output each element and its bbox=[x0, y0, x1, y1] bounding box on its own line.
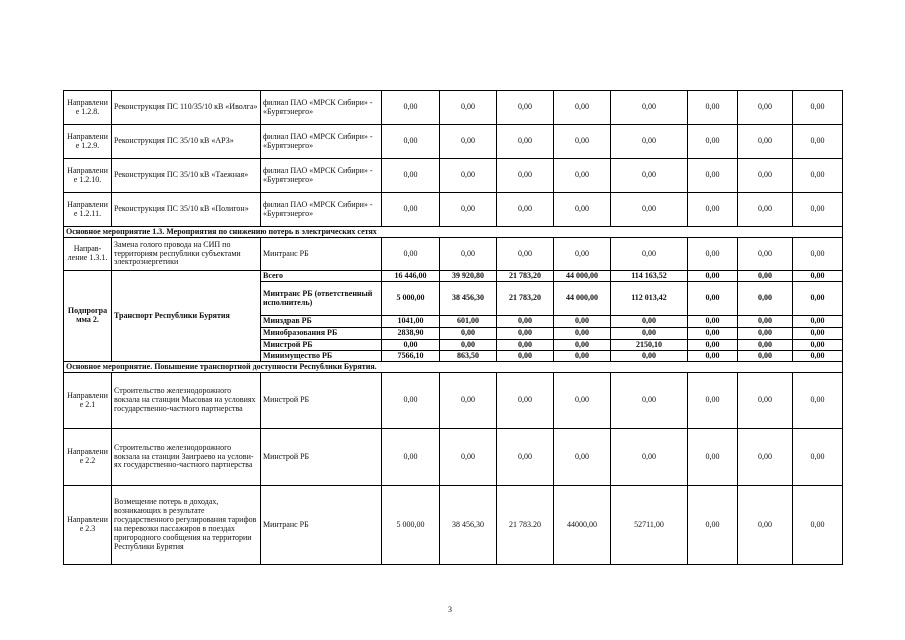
value-cell: 0,00 bbox=[440, 193, 497, 227]
value-cell: 0,00 bbox=[738, 328, 793, 340]
value-cell: 0,00 bbox=[382, 340, 440, 351]
value-cell: 0,00 bbox=[611, 91, 688, 125]
value-cell: 1041,00 bbox=[382, 316, 440, 328]
value-cell: 0,00 bbox=[497, 193, 554, 227]
value-cell: 0,00 bbox=[738, 91, 793, 125]
value-cell: 0,00 bbox=[688, 328, 738, 340]
value-cell: 0,00 bbox=[793, 125, 843, 159]
direction-code: Направлени е 1.2.9. bbox=[64, 125, 112, 159]
value-cell: 0,00 bbox=[440, 429, 497, 486]
value-cell: 0,00 bbox=[497, 316, 554, 328]
executor: Минимущество РБ bbox=[261, 351, 382, 362]
value-cell: 0,00 bbox=[440, 340, 497, 351]
table-row bbox=[64, 373, 843, 429]
value-cell: 0,00 bbox=[440, 159, 497, 193]
value-cell: 2150,10 bbox=[611, 340, 688, 351]
value-cell: 0,00 bbox=[738, 238, 793, 271]
executor: Минтранс РБ bbox=[261, 486, 382, 565]
value-cell: 601,00 bbox=[440, 316, 497, 328]
value-cell: 0,00 bbox=[382, 238, 440, 271]
value-cell: 0,00 bbox=[497, 429, 554, 486]
section-title: Основное мероприятие 1.3. Мероприятия по снижению потерь в электрических сетях bbox=[64, 227, 843, 238]
value-cell: 0,00 bbox=[793, 271, 843, 282]
executor: филиал ПАО «МРСК Сибири» - «Бурятэнерго» bbox=[261, 159, 382, 193]
value-cell: 0,00 bbox=[382, 373, 440, 429]
direction-code: Направлени е 1.2.8. bbox=[64, 91, 112, 125]
value-cell: 0,00 bbox=[793, 238, 843, 271]
value-cell: 0,00 bbox=[497, 125, 554, 159]
value-cell: 0,00 bbox=[554, 91, 611, 125]
value-cell: 0,00 bbox=[497, 340, 554, 351]
section-row bbox=[64, 362, 843, 373]
value-cell: 0,00 bbox=[611, 125, 688, 159]
direction-code: Направлени е 2.2 bbox=[64, 429, 112, 486]
value-cell: 0,00 bbox=[382, 429, 440, 486]
value-cell: 0,00 bbox=[793, 340, 843, 351]
value-cell: 39 920,80 bbox=[440, 271, 497, 282]
value-cell: 0,00 bbox=[554, 328, 611, 340]
value-cell: 0,00 bbox=[738, 159, 793, 193]
value-cell: 0,00 bbox=[688, 91, 738, 125]
value-cell: 0,00 bbox=[611, 159, 688, 193]
value-cell: 52711,00 bbox=[611, 486, 688, 565]
direction-code: Направлени е 2.1 bbox=[64, 373, 112, 429]
executor: филиал ПАО «МРСК Сибири» - «Бурятэнерго» bbox=[261, 91, 382, 125]
value-cell: 0,00 bbox=[688, 351, 738, 362]
value-cell: 0,00 bbox=[688, 193, 738, 227]
value-cell: 0,00 bbox=[497, 238, 554, 271]
value-cell: 0,00 bbox=[497, 159, 554, 193]
value-cell: 863,50 bbox=[440, 351, 497, 362]
table-row bbox=[64, 193, 843, 227]
value-cell: 0,00 bbox=[554, 238, 611, 271]
value-cell: 0,00 bbox=[688, 125, 738, 159]
value-cell: 0,00 bbox=[440, 238, 497, 271]
executor: филиал ПАО «МРСК Сибири» - «Бурятэнерго» bbox=[261, 193, 382, 227]
value-cell: 0,00 bbox=[738, 282, 793, 316]
value-cell: 0,00 bbox=[497, 91, 554, 125]
value-cell: 44 000,00 bbox=[554, 282, 611, 316]
value-cell: 0,00 bbox=[554, 373, 611, 429]
table-row bbox=[64, 238, 843, 271]
value-cell: 0,00 bbox=[440, 91, 497, 125]
value-cell: 0,00 bbox=[554, 351, 611, 362]
activity-name: Реконструкция ПС 35/10 кВ «Таежная» bbox=[112, 159, 261, 193]
value-cell: 0,00 bbox=[497, 351, 554, 362]
value-cell: 0,00 bbox=[382, 193, 440, 227]
value-cell: 0,00 bbox=[611, 193, 688, 227]
value-cell: 0,00 bbox=[688, 238, 738, 271]
value-cell: 0,00 bbox=[554, 429, 611, 486]
value-cell: 0,00 bbox=[554, 316, 611, 328]
value-cell: 0,00 bbox=[611, 328, 688, 340]
value-cell: 0,00 bbox=[688, 340, 738, 351]
table-row bbox=[64, 91, 843, 125]
value-cell: 0,00 bbox=[738, 373, 793, 429]
executor: Минтранс РБ (ответственный исполнитель) bbox=[261, 282, 382, 316]
value-cell: 0,00 bbox=[611, 429, 688, 486]
value-cell: 16 446,00 bbox=[382, 271, 440, 282]
value-cell: 7566,10 bbox=[382, 351, 440, 362]
value-cell: 2838,90 bbox=[382, 328, 440, 340]
value-cell: 0,00 bbox=[793, 193, 843, 227]
value-cell: 0,00 bbox=[554, 340, 611, 351]
value-cell: 0,00 bbox=[611, 351, 688, 362]
executor: Минтранс РБ bbox=[261, 238, 382, 271]
value-cell: 0,00 bbox=[738, 429, 793, 486]
value-cell: 0,00 bbox=[738, 351, 793, 362]
executor: Минздрав РБ bbox=[261, 316, 382, 328]
value-cell: 0,00 bbox=[611, 373, 688, 429]
value-cell: 0,00 bbox=[738, 271, 793, 282]
value-cell: 21 783,20 bbox=[497, 282, 554, 316]
value-cell: 0,00 bbox=[793, 159, 843, 193]
value-cell: 44000,00 bbox=[554, 486, 611, 565]
value-cell: 0,00 bbox=[688, 429, 738, 486]
value-cell: 0,00 bbox=[738, 125, 793, 159]
table-row bbox=[64, 271, 843, 282]
value-cell: 0,00 bbox=[554, 193, 611, 227]
value-cell: 0,00 bbox=[688, 282, 738, 316]
value-cell: 0,00 bbox=[793, 328, 843, 340]
table-row bbox=[64, 125, 843, 159]
value-cell: 0,00 bbox=[382, 159, 440, 193]
value-cell: 0,00 bbox=[688, 316, 738, 328]
value-cell: 0,00 bbox=[497, 373, 554, 429]
value-cell: 0,00 bbox=[738, 340, 793, 351]
value-cell: 0,00 bbox=[793, 373, 843, 429]
value-cell: 114 163,52 bbox=[611, 271, 688, 282]
value-cell: 0,00 bbox=[688, 159, 738, 193]
value-cell: 44 000,00 bbox=[554, 271, 611, 282]
value-cell: 0,00 bbox=[688, 486, 738, 565]
activity-name: Реконструкция ПС 35/10 кВ «Полигон» bbox=[112, 193, 261, 227]
direction-code: Направлени е 1.2.10. bbox=[64, 159, 112, 193]
executor: Минстрой РБ bbox=[261, 373, 382, 429]
activity-name: Строительство железнодорожного вокзала на станции Заиграево на услови-ях государственно-частного партнерства bbox=[112, 429, 261, 486]
value-cell: 0,00 bbox=[688, 373, 738, 429]
value-cell: 0,00 bbox=[793, 282, 843, 316]
direction-code: Направ- ление 1.3.1. bbox=[64, 238, 112, 271]
value-cell: 0,00 bbox=[793, 429, 843, 486]
budget-table bbox=[63, 90, 843, 565]
activity-name: Реконструкция ПС 35/10 кВ «АРЗ» bbox=[112, 125, 261, 159]
value-cell: 0,00 bbox=[382, 125, 440, 159]
activity-name: Замена голого провода на СИП по территориям республики субъектами электроэнергетики bbox=[112, 238, 261, 271]
executor: Минстрой РБ bbox=[261, 340, 382, 351]
table-row bbox=[64, 429, 843, 486]
subprogram-name: Транспорт Республики Бурятия bbox=[112, 271, 261, 362]
executor: Минобразования РБ bbox=[261, 328, 382, 340]
section-row bbox=[64, 227, 843, 238]
table-row bbox=[64, 159, 843, 193]
direction-code: Направлени е 2.3 bbox=[64, 486, 112, 565]
table-body bbox=[64, 91, 843, 565]
value-cell: 0,00 bbox=[554, 125, 611, 159]
activity-name: Реконструкция ПС 110/35/10 кВ «Иволга» bbox=[112, 91, 261, 125]
value-cell: 0,00 bbox=[738, 193, 793, 227]
value-cell: 0,00 bbox=[611, 238, 688, 271]
value-cell: 0,00 bbox=[382, 91, 440, 125]
value-cell: 38 456,30 bbox=[440, 486, 497, 565]
value-cell: 0,00 bbox=[793, 91, 843, 125]
value-cell: 0,00 bbox=[793, 486, 843, 565]
activity-name: Возмещение потерь в доходах, возникающих в результате государственного регулирования тарифов на перевозки пассажиров в поездах пригородного сообщения на территории Республики Бурятия bbox=[112, 486, 261, 565]
executor: Минстрой РБ bbox=[261, 429, 382, 486]
direction-code: Направлени е 1.2.11. bbox=[64, 193, 112, 227]
page-number: 3 bbox=[448, 605, 452, 614]
value-cell: 38 456,30 bbox=[440, 282, 497, 316]
value-cell: 0,00 bbox=[440, 328, 497, 340]
value-cell: 0,00 bbox=[738, 486, 793, 565]
value-cell: 0,00 bbox=[497, 328, 554, 340]
value-cell: 112 013,42 bbox=[611, 282, 688, 316]
table-row bbox=[64, 486, 843, 565]
value-cell: 0,00 bbox=[440, 373, 497, 429]
value-cell: 0,00 bbox=[688, 271, 738, 282]
executor: филиал ПАО «МРСК Сибири» - «Бурятэнерго» bbox=[261, 125, 382, 159]
value-cell: 0,00 bbox=[793, 351, 843, 362]
value-cell: 5 000,00 bbox=[382, 282, 440, 316]
activity-name: Строительство железнодорожного вокзала на станции Мысовая на условиях государственно-частного партнерства bbox=[112, 373, 261, 429]
value-cell: 0,00 bbox=[440, 125, 497, 159]
value-cell: 5 000,00 bbox=[382, 486, 440, 565]
executor: Всего bbox=[261, 271, 382, 282]
value-cell: 0,00 bbox=[611, 316, 688, 328]
value-cell: 21 783.20 bbox=[497, 486, 554, 565]
value-cell: 21 783,20 bbox=[497, 271, 554, 282]
subprogram-code: Подпрогра мма 2. bbox=[64, 271, 112, 362]
value-cell: 0,00 bbox=[554, 159, 611, 193]
value-cell: 0,00 bbox=[793, 316, 843, 328]
value-cell: 0,00 bbox=[738, 316, 793, 328]
section-title: Основное мероприятие. Повышение транспортной доступности Республики Бурятия. bbox=[64, 362, 843, 373]
